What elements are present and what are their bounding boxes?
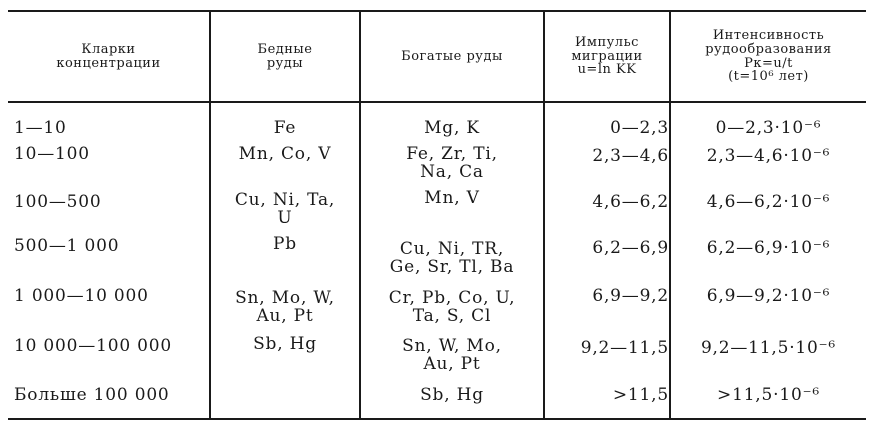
table-bottom-rule (8, 418, 866, 420)
header-migration-impulse: Импульс миграции u=ln KK (571, 35, 643, 78)
header-separator-rule (8, 101, 866, 103)
cell-intensity: 2,3—4,6·10⁻⁶ (706, 146, 831, 166)
cell-impulse: 6,9—9,2 (592, 286, 669, 306)
cell-poor-ores: Mn, Co, V (238, 144, 332, 164)
cell-rich-ores: Fe, Zr, Ti, Na, Ca (406, 144, 498, 182)
cell-intensity: 9,2—11,5·10⁻⁶ (700, 338, 837, 358)
cell-intensity: 0—2,3·10⁻⁶ (715, 118, 822, 139)
cell-clarke: 500—1 000 (14, 236, 120, 256)
cell-clarke: 1 000—10 000 (14, 286, 149, 306)
cell-poor-ores: Cu, Ni, Ta, U (234, 190, 336, 228)
cell-impulse: 4,6—6,2 (592, 192, 669, 212)
cell-poor-ores (211, 382, 359, 410)
cell-impulse: 6,2—6,9 (592, 238, 669, 258)
data-table (8, 8, 866, 420)
cell-impulse: >11,5 (612, 385, 669, 406)
cell-intensity: 6,2—6,9·10⁻⁶ (706, 238, 831, 258)
header-clarke-concentration: Кларки концентрации (56, 41, 161, 71)
cell-impulse: 9,2—11,5 (580, 338, 669, 358)
cell-clarke: 10 000—100 000 (14, 336, 172, 356)
cell-poor-ores: Pb (273, 234, 297, 254)
cell-rich-ores: Mg, K (424, 118, 480, 139)
cell-intensity: 4,6—6,2·10⁻⁶ (706, 192, 831, 212)
cell-intensity: >11,5·10⁻⁶ (717, 385, 820, 406)
cell-impulse: 2,3—4,6 (592, 146, 669, 166)
cell-rich-ores: Mn, V (424, 188, 480, 208)
header-rich-ores: Богатые руды (401, 48, 503, 64)
header-ore-formation-intensity: Интенсивность рудообразования Pк=u/t (t=10⁶ лет) (705, 28, 832, 85)
cell-rich-ores: Cu, Ni, TR, Ge, Sr, Tl, Ba (389, 239, 515, 277)
cell-clarke: 1—10 (14, 118, 67, 139)
cell-intensity: 6,9—9,2·10⁻⁶ (706, 286, 831, 306)
cell-rich-ores: Sn, W, Mo, Au, Pt (402, 336, 502, 374)
cell-clarke: 100—500 (14, 192, 102, 212)
cell-rich-ores: Cr, Pb, Co, U, Ta, S, Cl (388, 288, 516, 326)
header-poor-ores: Бедные руды (257, 41, 313, 71)
cell-rich-ores: Sb, Hg (420, 385, 484, 406)
cell-clarke: 10—100 (14, 144, 90, 164)
cell-clarke: Больше 100 000 (14, 385, 170, 406)
cell-poor-ores: Sb, Hg (253, 334, 317, 354)
cell-poor-ores: Sn, Mo, W, Au, Pt (235, 288, 335, 326)
cell-poor-ores: Fe (273, 118, 297, 139)
cell-impulse: 0—2,3 (610, 118, 669, 139)
